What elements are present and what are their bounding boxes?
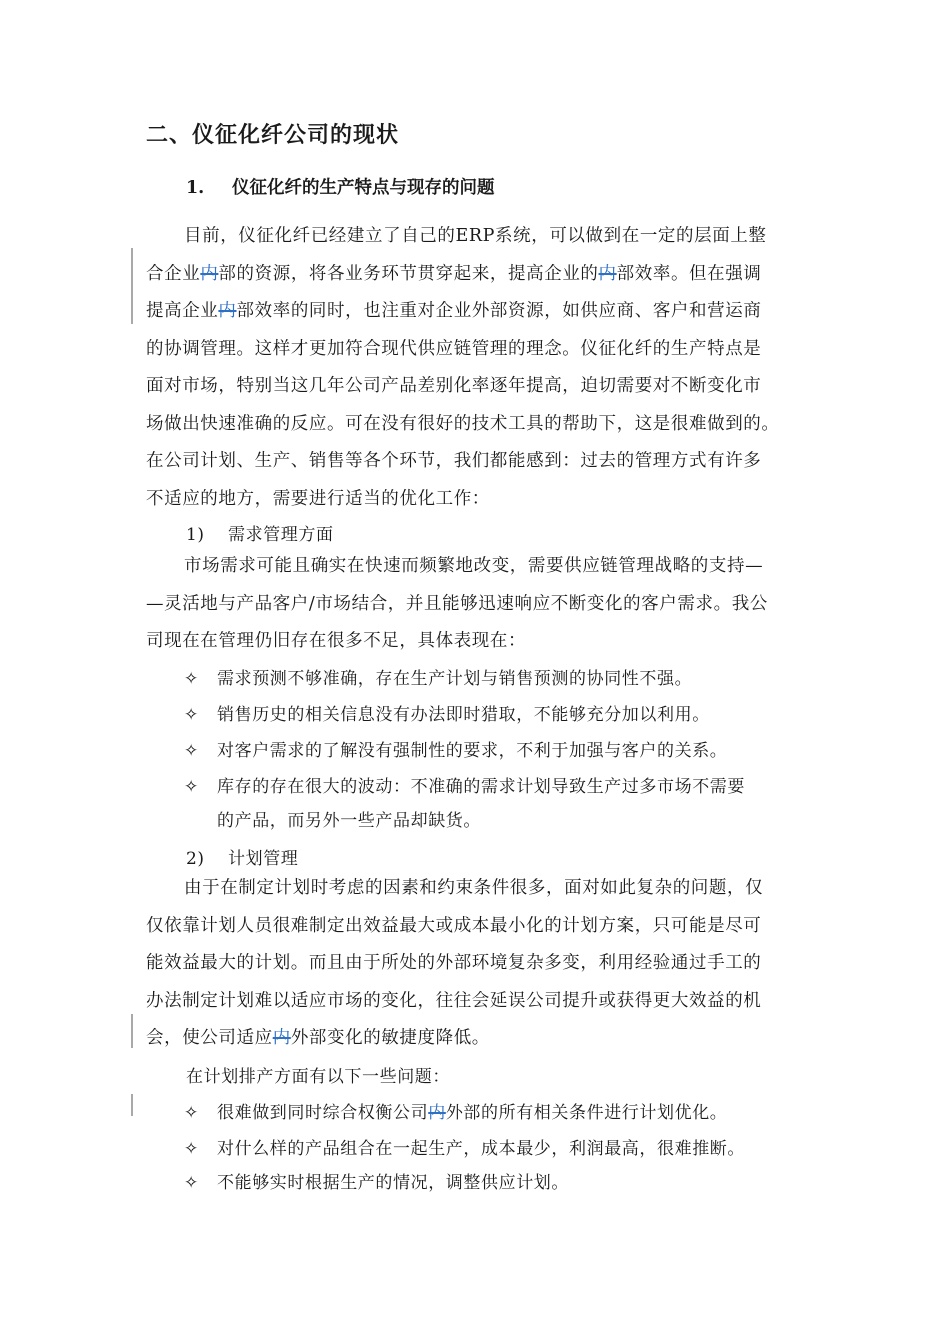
bullet-icon: ✧ [184, 1103, 199, 1123]
text-line: 不适应的地方，需要进行适当的优化工作： [146, 488, 490, 509]
text-run: 部的资源，将各业务环节贯穿起来，提高企业的 [218, 263, 599, 284]
deleted-text: 内 [598, 263, 617, 284]
plan-intro-note: 在计划排产方面有以下一些问题： [186, 1067, 450, 1087]
deleted-text: 内 [218, 301, 237, 321]
text-line: 由于在制定计划时考虑的因素和约束条件很多，面对如此复杂的问题，仅 [184, 878, 764, 898]
text-line: 能效益最大的计划。而且由于所处的外部环境复杂多变，利用经验通过手工的 [146, 953, 762, 973]
text-line: 市场需求可能且确实在快速而频繁地改变，需要供应链管理战略的支持— [184, 556, 764, 576]
list-item [184, 1134, 745, 1159]
text-line: 的协调管理。这样才更加符合现代供应链管理的理念。仪征化纤的生产特点是 [146, 338, 762, 359]
text-line: 办法制定计划难以适应市场的变化，往往会延误公司提升或获得更大效益的机 [146, 990, 762, 1011]
text-run: 提高企业 [146, 301, 219, 321]
demand-heading [186, 520, 334, 545]
demand-title: 需求管理方面 [228, 525, 334, 545]
text-run: 部效率。但在强调 [616, 263, 762, 284]
text-line: 在公司计划、生产、销售等各个环节，我们都能感到：过去的管理方式有许多 [146, 451, 762, 471]
list-item-text [217, 1103, 727, 1123]
text-run: 很难做到同时综合权衡公司 [217, 1103, 429, 1123]
list-item [184, 736, 727, 761]
text-line: 目前，仪征化纤已经建立了自己的ERP系统，可以做到在一定的层面上整 [184, 226, 767, 246]
list-item [184, 1168, 569, 1193]
text-line [146, 293, 811, 331]
revision-bar [131, 1094, 133, 1116]
demand-number: 1) [186, 525, 205, 545]
list-item-text: 对什么样的产品组合在一起生产，成本最少，利润最高，很难推断。 [217, 1139, 745, 1159]
list-item-text: 对客户需求的了解没有强制性的要求，不利于加强与客户的关系。 [217, 741, 728, 761]
list-item-text: 需求预测不够准确，存在生产计划与销售预测的协同性不强。 [217, 669, 693, 689]
revision-bar [131, 1014, 133, 1048]
plan-title: 计划管理 [228, 849, 299, 869]
text-run: 外部的所有相关条件进行计划优化。 [445, 1103, 728, 1123]
bullet-icon: ✧ [184, 669, 199, 689]
section-title: 二、仪征化纤公司的现状 [146, 122, 400, 148]
text-line: 仅依靠计划人员很难制定出效益最大或成本最小化的计划方案，只可能是尽可 [146, 915, 762, 936]
list-item [184, 772, 745, 831]
deleted-text: 内 [272, 1028, 291, 1048]
plan-heading [186, 844, 298, 869]
text-run: 外部变化的敏捷度降低。 [290, 1028, 490, 1048]
bullet-icon: ✧ [184, 1139, 199, 1159]
list-item [184, 664, 692, 689]
deleted-text: 内 [200, 263, 219, 284]
text-run: 会，使公司适应 [146, 1028, 273, 1048]
plan-number: 2) [186, 849, 205, 869]
subsection-heading [186, 174, 495, 199]
list-item-text: 库存的存在很大的波动：不准确的需求计划导致生产过多市场不需要 [217, 777, 745, 797]
text-line: 场做出快速准确的反应。可在没有很好的技术工具的帮助下，这是很难做到的。 [146, 413, 780, 434]
list-item [184, 700, 710, 725]
plan-paragraph [146, 870, 811, 1058]
text-line [146, 1020, 811, 1058]
intro-paragraph [146, 218, 811, 518]
list-item-text: 销售历史的相关信息没有办法即时猎取，不能够充分加以利用。 [217, 705, 710, 725]
text-line: 面对市场，特别当这几年公司产品差别化率逐年提高，迫切需要对不断变化市 [146, 376, 762, 396]
bullet-icon: ✧ [184, 777, 199, 797]
bullet-icon: ✧ [184, 1173, 199, 1193]
deleted-text: 内 [428, 1103, 446, 1123]
list-item-text: 不能够实时根据生产的情况，调整供应计划。 [217, 1173, 569, 1193]
bullet-icon: ✧ [184, 705, 199, 725]
demand-paragraph [146, 548, 811, 661]
bullet-icon: ✧ [184, 741, 199, 761]
text-run: 合企业 [146, 263, 201, 284]
list-item-continuation: 的产品，而另外一些产品却缺货。 [217, 811, 481, 831]
subsection-title: 仪征化纤的生产特点与现存的问题 [232, 178, 495, 198]
text-line [146, 256, 811, 294]
text-run: 部效率的同时，也注重对企业外部资源，如供应商、客户和营运商 [236, 301, 762, 321]
subsection-number: 1. [186, 178, 205, 198]
text-line: —灵活地与产品客户/市场结合，并且能够迅速响应不断变化的客户需求。我公 [146, 593, 768, 614]
revision-bar [131, 248, 133, 324]
text-line: 司现在在管理仍旧存在很多不足，具体表现在： [146, 631, 527, 651]
list-item [184, 1098, 727, 1123]
